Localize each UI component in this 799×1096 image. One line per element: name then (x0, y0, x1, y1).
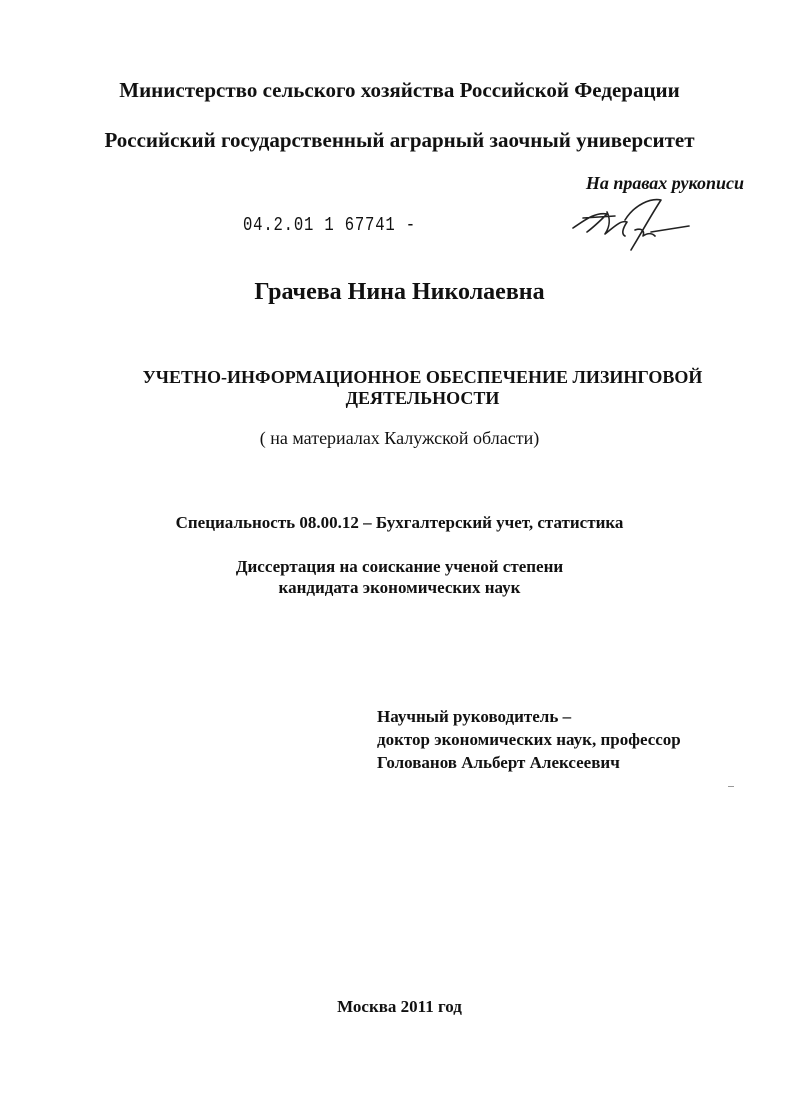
advisor-role: Научный руководитель – (377, 707, 572, 726)
city-year: Москва 2011 год (337, 997, 462, 1016)
scientific-advisor (377, 705, 681, 774)
university-heading: Российский государственный аграрный заочный университет (104, 128, 695, 152)
manuscript-note: На правах рукописи (585, 173, 744, 193)
handwritten-signature-icon (565, 190, 695, 255)
registration-code: 04.2.01 1 67741 - (243, 214, 416, 236)
degree-line-1: Диссертация на соискание ученой степени (235, 557, 564, 576)
title-line-1: УЧЕТНО-ИНФОРМАЦИОННОЕ ОБЕСПЕЧЕНИЕ ЛИЗИНГОВОЙ (142, 367, 703, 387)
scan-artifact (728, 786, 734, 787)
dissertation-title (60, 367, 785, 409)
advisor-degree: доктор экономических наук, профессор (377, 730, 681, 749)
degree-statement (0, 556, 799, 598)
title-line-2: ДЕЯТЕЛЬНОСТИ (345, 388, 500, 408)
degree-line-2: кандидата экономических наук (278, 578, 521, 597)
dissertation-subtitle: ( на материалах Калужской области) (259, 428, 540, 448)
ministry-heading: Министерство сельского хозяйства Российской Федерации (119, 78, 680, 102)
author-name: Грачева Нина Николаевна (254, 279, 545, 305)
advisor-name: Голованов Альберт Алексеевич (377, 753, 620, 772)
specialty-line: Специальность 08.00.12 – Бухгалтерский учет, статистика (175, 513, 624, 532)
